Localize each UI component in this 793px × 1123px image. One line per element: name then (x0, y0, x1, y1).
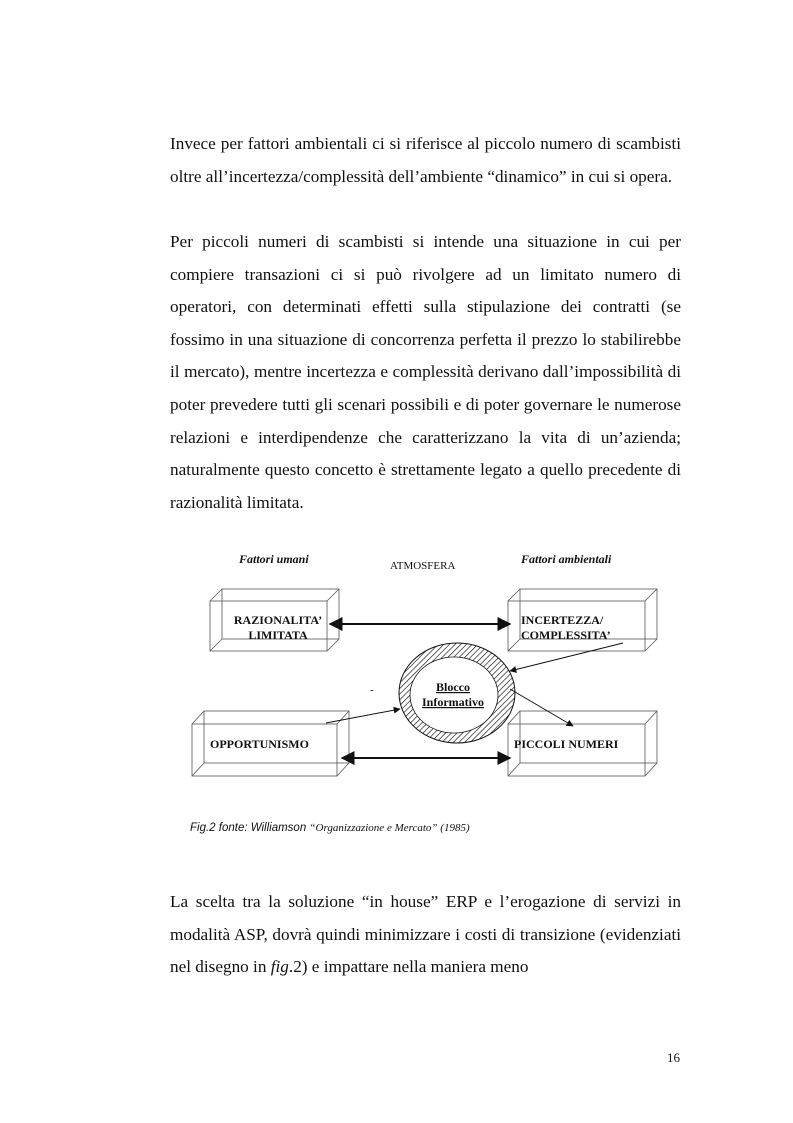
caption-source: “Organizzazione e Mercato” (1985) (309, 822, 470, 834)
header-environmental-factors: Fattori ambientali (521, 552, 612, 566)
caption-label: Fig.2 fonte: Williamson (190, 822, 310, 834)
box-small-numbers-label: PICCOLI NUMERI (514, 737, 619, 751)
paragraph-erp-asp-choice (170, 886, 681, 984)
information-block-line2: Informativo (422, 695, 484, 709)
header-human-factors: Fattori umani (239, 552, 309, 566)
paragraph-small-numbers: Per piccoli numeri di scambisti si intende una situazione in cui per compiere transazioni ci si può rivolgere ad un limitato numero di operatori, con determinati effetti sulla stipulazione dei contratti (se fossimo in una situazione di concorrenza perfetta il prezzo lo stabilirebbe il mercato), mentre incertezza e complessità derivano dall’impossibilità di poter prevedere tutti gli scenari possibili e di poter governare le numerose relazioni e interdipendenze che caratterizzano la vita di un’azienda; naturalmente questo concetto è strettamente legato a quello precedente di razionalità limitata. (170, 232, 681, 512)
paragraph-environmental-factors: Invece per fattori ambientali ci si riferisce al piccolo numero di scambisti oltre all’incertezza/complessità dell’ambiente “dinamico” in cui si opera. (170, 134, 681, 186)
arrow-uncertainty-to-block (510, 643, 623, 671)
box-uncertainty-complexity-line2: COMPLESSITA’ (521, 628, 611, 642)
box-uncertainty-complexity-line1: INCERTEZZA/ (521, 613, 604, 627)
williamson-transaction-diagram (180, 540, 680, 810)
arrow-block-to-small-numbers (510, 689, 573, 726)
box-opportunism-label: OPPORTUNISMO (210, 737, 309, 751)
paragraph-3-fig-reference: fig (270, 957, 289, 977)
paragraph-3-text-before: La scelta tra la soluzione “in house” ERP e l’erogazione di servizi in modalità ASP, dovrà quindi minimizzare i costi di transizione (evidenziati nel disegno in (170, 892, 681, 977)
box-bounded-rationality-line2: LIMITATA (248, 628, 308, 642)
information-block-line1: Blocco (436, 680, 470, 694)
page-number: 16 (667, 1050, 680, 1065)
figure-caption (190, 822, 670, 834)
paragraph-3-text-after: .2) e impattare nella maniera meno (288, 957, 529, 977)
box-bounded-rationality-line1: RAZIONALITA’ (233, 613, 323, 627)
header-atmosphere: ATMOSFERA (390, 560, 456, 572)
stray-dash-mark: - (370, 684, 374, 696)
